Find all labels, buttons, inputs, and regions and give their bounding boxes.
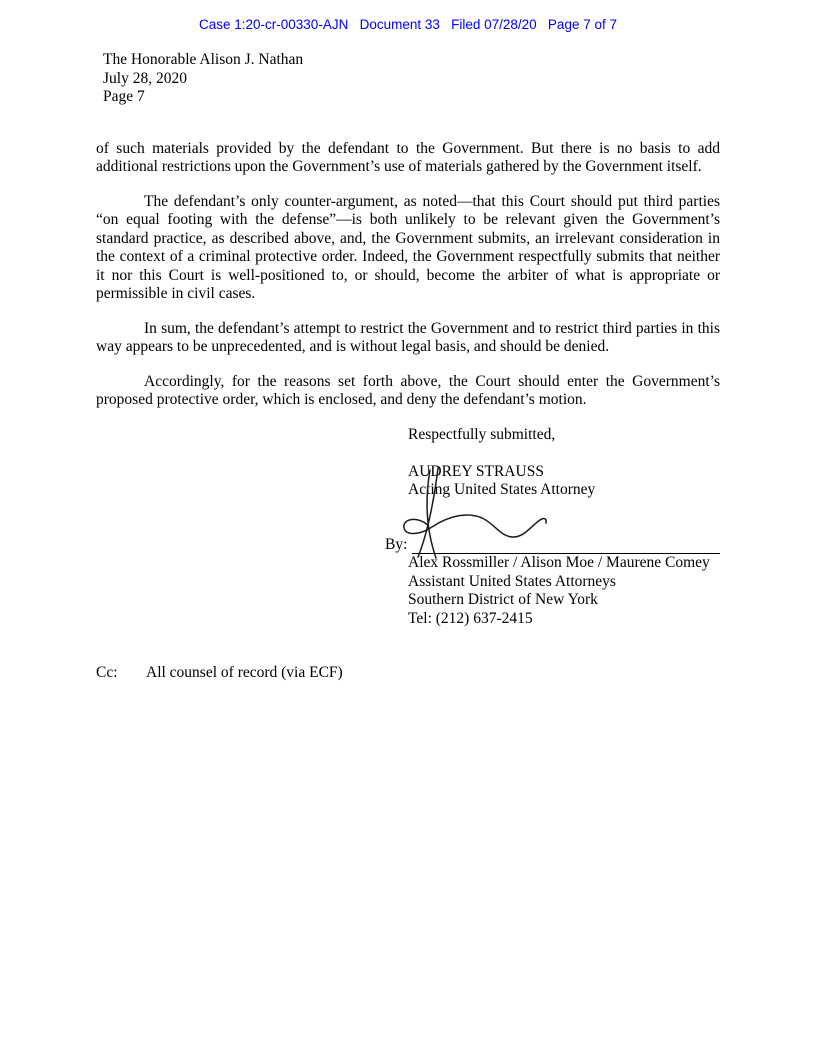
cc-row <box>96 664 720 683</box>
body-paragraph: Accordingly, for the reasons set forth above, the Court should enter the Government’s proposed protective order, which is enclosed, and deny the defendant’s motion. <box>96 372 720 408</box>
district-line: Southern District of New York <box>408 591 598 608</box>
phone-line: Tel: (212) 637-2415 <box>408 609 533 627</box>
signer-title: Acting United States Attorney <box>408 481 596 498</box>
salutation: Respectfully submitted, <box>408 425 556 443</box>
attorneys-title: Assistant United States Attorneys <box>408 572 616 590</box>
signature-block <box>385 425 720 629</box>
attorney-names: Alex Rossmiller / Alison Moe / Maurene Comey <box>408 554 710 571</box>
cc-label: Cc: <box>96 664 118 681</box>
recipient-block <box>103 51 720 107</box>
by-signature-row <box>385 536 720 555</box>
case-stamp-header: Case 1:20-cr-00330-AJN Document 33 Filed 07/28/20 Page 7 of 7 <box>199 17 617 32</box>
letter-date: July 28, 2020 <box>103 69 187 87</box>
signer-name: AUDREY STRAUSS <box>408 462 544 480</box>
body-paragraph: In sum, the defendant’s attempt to restrict the Government and to restrict third parties in this way appears to be unprecedented, and is without legal basis, and should be denied. <box>96 319 720 355</box>
letter-body <box>96 140 720 410</box>
body-paragraph: of such materials provided by the defendant to the Government. But there is no basis to add additional restrictions upon the Government’s use of materials gathered by the Government itself. <box>96 139 720 175</box>
body-paragraph: The defendant’s only counter-argument, as noted—that this Court should put third parties “on equal footing with the defense”—is both unlikely to be relevant given the Government’s standard practice, as described above, and, the Government submits, an irrelevant consideration in the context of a criminal protective order. Indeed, the Government respectfully submits that neither it nor this Court is well-positioned to, or should, become the arbiter of what is appropriate or permissible in civil cases. <box>96 192 720 302</box>
signature-line <box>412 538 720 554</box>
page-number: Page 7 <box>103 88 145 105</box>
cc-text: All counsel of record (via ECF) <box>146 664 343 681</box>
recipient-name: The Honorable Alison J. Nathan <box>103 51 304 68</box>
by-label: By: <box>385 535 408 553</box>
